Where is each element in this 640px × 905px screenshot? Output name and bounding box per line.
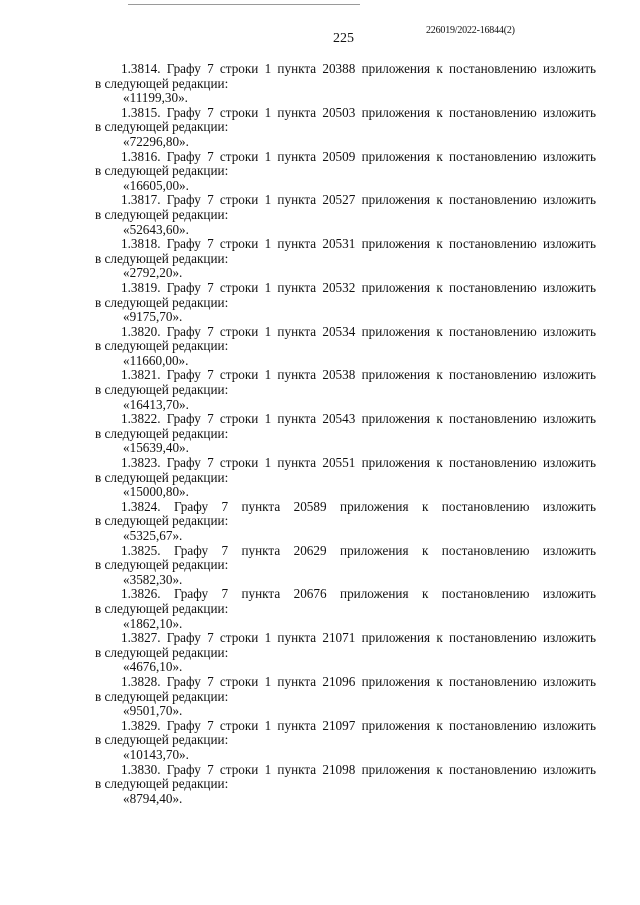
- amendment-entry: [95, 631, 596, 675]
- amendment-value: «5325,67».: [123, 528, 183, 543]
- amendment-text: 1.3825. Графу 7 пункта 20629 приложения к постановлению изложить: [121, 543, 596, 558]
- amendment-value: «11660,00».: [123, 352, 189, 368]
- amendment-entry: [95, 587, 596, 631]
- amendment-text: 1.3823. Графу 7 строки 1 пункта 20551 приложения к постановлению изложить: [121, 456, 596, 471]
- amendment-text: 1.3827. Графу 7 строки 1 пункта 21071 приложения к постановлению изложить: [121, 631, 596, 646]
- amendment-entry: [95, 368, 596, 412]
- amendment-value: «9175,70».: [123, 309, 183, 325]
- amendment-text: 1.3819. Графу 7 строки 1 пункта 20532 приложения к постановлению изложить: [121, 280, 596, 295]
- amendment-text: 1.3822. Графу 7 строки 1 пункта 20543 приложения к постановлению изложить: [121, 412, 596, 427]
- amendment-text: 1.3824. Графу 7 пункта 20589 приложения к постановлению изложить: [121, 499, 596, 514]
- amendment-entry: [95, 500, 596, 544]
- page-number: 225: [333, 31, 354, 46]
- amendment-value: «3582,30».: [123, 571, 183, 587]
- amendment-continuation: в следующей редакции:: [95, 732, 229, 748]
- amendment-continuation: в следующей редакции:: [95, 600, 229, 616]
- amendment-entry: [95, 237, 596, 281]
- amendment-text: 1.3815. Графу 7 строки 1 пункта 20503 приложения к постановлению изложить: [121, 105, 596, 120]
- amendment-text: 1.3821. Графу 7 строки 1 пункта 20538 приложения к постановлению изложить: [121, 368, 596, 383]
- amendment-continuation: в следующей редакции:: [95, 382, 229, 398]
- amendment-value: «9501,70».: [123, 703, 183, 719]
- amendment-entry: [95, 412, 596, 456]
- amendment-entry: [95, 456, 596, 500]
- amendment-value: «15000,80».: [123, 484, 189, 500]
- amendment-continuation: в следующей редакции:: [95, 776, 229, 792]
- amendment-value: «15639,40».: [123, 440, 189, 456]
- amendment-entry: [95, 150, 596, 194]
- amendment-value: «1862,10».: [123, 615, 183, 631]
- amendment-entry: [95, 763, 596, 807]
- amendment-value: «72296,80».: [123, 133, 189, 149]
- amendment-text: 1.3818. Графу 7 строки 1 пункта 20531 приложения к постановлению изложить: [121, 237, 596, 252]
- amendment-value: «4676,10».: [123, 659, 183, 675]
- document-id: 226019/2022-16844(2): [426, 25, 515, 36]
- amendment-entry: [95, 193, 596, 237]
- amendment-text: 1.3828. Графу 7 строки 1 пункта 21096 приложения к постановлению изложить: [121, 674, 596, 689]
- amendment-continuation: в следующей редакции:: [95, 469, 229, 485]
- top-rule: [128, 4, 360, 5]
- amendment-entry: [95, 106, 596, 150]
- amendment-value: «11199,30».: [123, 90, 188, 106]
- amendment-continuation: в следующей редакции:: [95, 75, 229, 91]
- amendment-continuation: в следующей редакции:: [95, 425, 229, 441]
- amendment-entry: [95, 544, 596, 588]
- amendment-continuation: в следующей редакции:: [95, 294, 229, 310]
- amendment-continuation: в следующей редакции:: [95, 119, 229, 135]
- amendment-continuation: в следующей редакции:: [95, 557, 229, 573]
- amendment-entry: [95, 675, 596, 719]
- amendment-value: «10143,70».: [123, 746, 189, 762]
- amendment-text: 1.3816. Графу 7 строки 1 пункта 20509 приложения к постановлению изложить: [121, 149, 596, 164]
- amendment-continuation: в следующей редакции:: [95, 250, 229, 266]
- amendment-entry: [95, 281, 596, 325]
- document-body: [95, 62, 596, 806]
- amendment-text: 1.3820. Графу 7 строки 1 пункта 20534 приложения к постановлению изложить: [121, 324, 596, 339]
- amendment-value: «2792,20».: [123, 265, 183, 281]
- amendment-entry: [95, 325, 596, 369]
- amendment-continuation: в следующей редакции:: [95, 338, 229, 354]
- amendment-continuation: в следующей редакции:: [95, 688, 229, 704]
- amendment-text: 1.3817. Графу 7 строки 1 пункта 20527 приложения к постановлению изложить: [121, 193, 596, 208]
- amendment-value: «16605,00».: [123, 177, 189, 193]
- amendment-continuation: в следующей редакции:: [95, 513, 229, 529]
- amendment-value: «16413,70».: [123, 396, 189, 412]
- amendment-continuation: в следующей редакции:: [95, 206, 229, 222]
- amendment-entry: [95, 719, 596, 763]
- amendment-text: 1.3826. Графу 7 пункта 20676 приложения к постановлению изложить: [121, 587, 596, 602]
- amendment-value: «52643,60».: [123, 221, 189, 237]
- amendment-continuation: в следующей редакции:: [95, 644, 229, 660]
- amendment-continuation: в следующей редакции:: [95, 163, 229, 179]
- amendment-text: 1.3814. Графу 7 строки 1 пункта 20388 приложения к постановлению изложить: [121, 62, 596, 76]
- amendment-entry: [95, 62, 596, 106]
- amendment-value: «8794,40».: [123, 790, 183, 806]
- amendment-text: 1.3829. Графу 7 строки 1 пункта 21097 приложения к постановлению изложить: [121, 718, 596, 733]
- amendment-text: 1.3830. Графу 7 строки 1 пункта 21098 приложения к постановлению изложить: [121, 762, 596, 777]
